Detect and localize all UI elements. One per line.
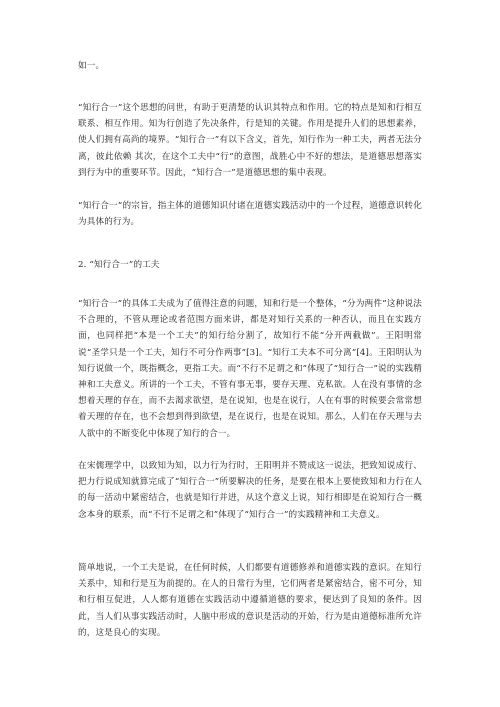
paragraph-purpose: “知行合一”的宗旨，指主体的道德知识付诸在道德实践活动中的一个过程，道德意识转化为具体的行为。 [78,201,422,228]
paragraph-concept-meaning: “知行合一”这个思想的问世，有助于更清楚的认识其特点和作用。它的特点是知和行相互联系、相互作用。知为行创造了先决条件，行是知的关键。作用是提升人们的思想素养，使人们拥有高尚的境界。“知行合一”有以下含义，首先，知行作为一种工夫，两者无法分离，彼此依赖 其次，在这个工夫中“行”的意图，战胜心中不好的想法，是道德思想落实到行为中的重要环节。因此，“知行合一”是道德思想的集中表现。 [78,103,422,178]
paragraph-song-neo-confucianism: 在宋儒理学中，以致知为知，以力行为行时，王阳明并不赞成这一说法，把致知说成行、把力行说成知就算完成了“知行合一”所要解决的任务，是要在根本上要使致知和力行在人的每一活动中紧密结合，也就是知行并进，从这个意义上说，知行相即是在说知行合一概念本身的联系，而“不行不足谓之和”体现了“知行合一”的实践精神和工夫意义。 [78,461,422,520]
paragraph-specific-effort: “知行合一”的具体工夫成为了值得注意的问题，知和行是一个整体，“分为两件”这种说法不合理的，不管从理论或者范围方面来讲，都是对知行关系的一种否认，而且在实践方面，也同样把“本是一个工夫”的知行给分割了，故知行不能“分开两截做”。王阳明常说“圣学只是一个工夫，知行不可分作两事”[3]。“知行工夫本不可分离”[4]。王阳明认为知行说做一个，既指概念，更指工夫。而“不行不足谓之和”体现了“知行合一”说的实践精神和工夫意义。所讲的一个工夫，不管有事无事，要存天理、克私欲。人在没有事情的念想着天理的存在，而不去渴求欲望，是在说知，也是在说行，人在有事的时候要会常常想着天理的存在，也不会想到得到欲望，是在说行，也是在说知。那么，人们在存天理与去人欲中的不断变化中体现了知行的合一。 [78,299,422,439]
section-heading: 2. “知行合一”的工夫 [78,260,160,270]
paragraph-summary: 简单地说，一个工夫是说，在任何时候，人们都要有道德修养和道德实践的意识。在知行关系中，知和行是互为前提的。在人的日常行为里，它们两者是紧密结合，密不可分，知和行相互促进，人人都有道德在实践活动中遵循道德的要求，便达到了良知的条件。因此，当人们从事实践活动时，人脑中形成的意识是活动的开始，行为是由道德标准所允许的，这是良心的实现。 [78,563,422,638]
paragraph-continuation: 如一。 [78,61,105,71]
